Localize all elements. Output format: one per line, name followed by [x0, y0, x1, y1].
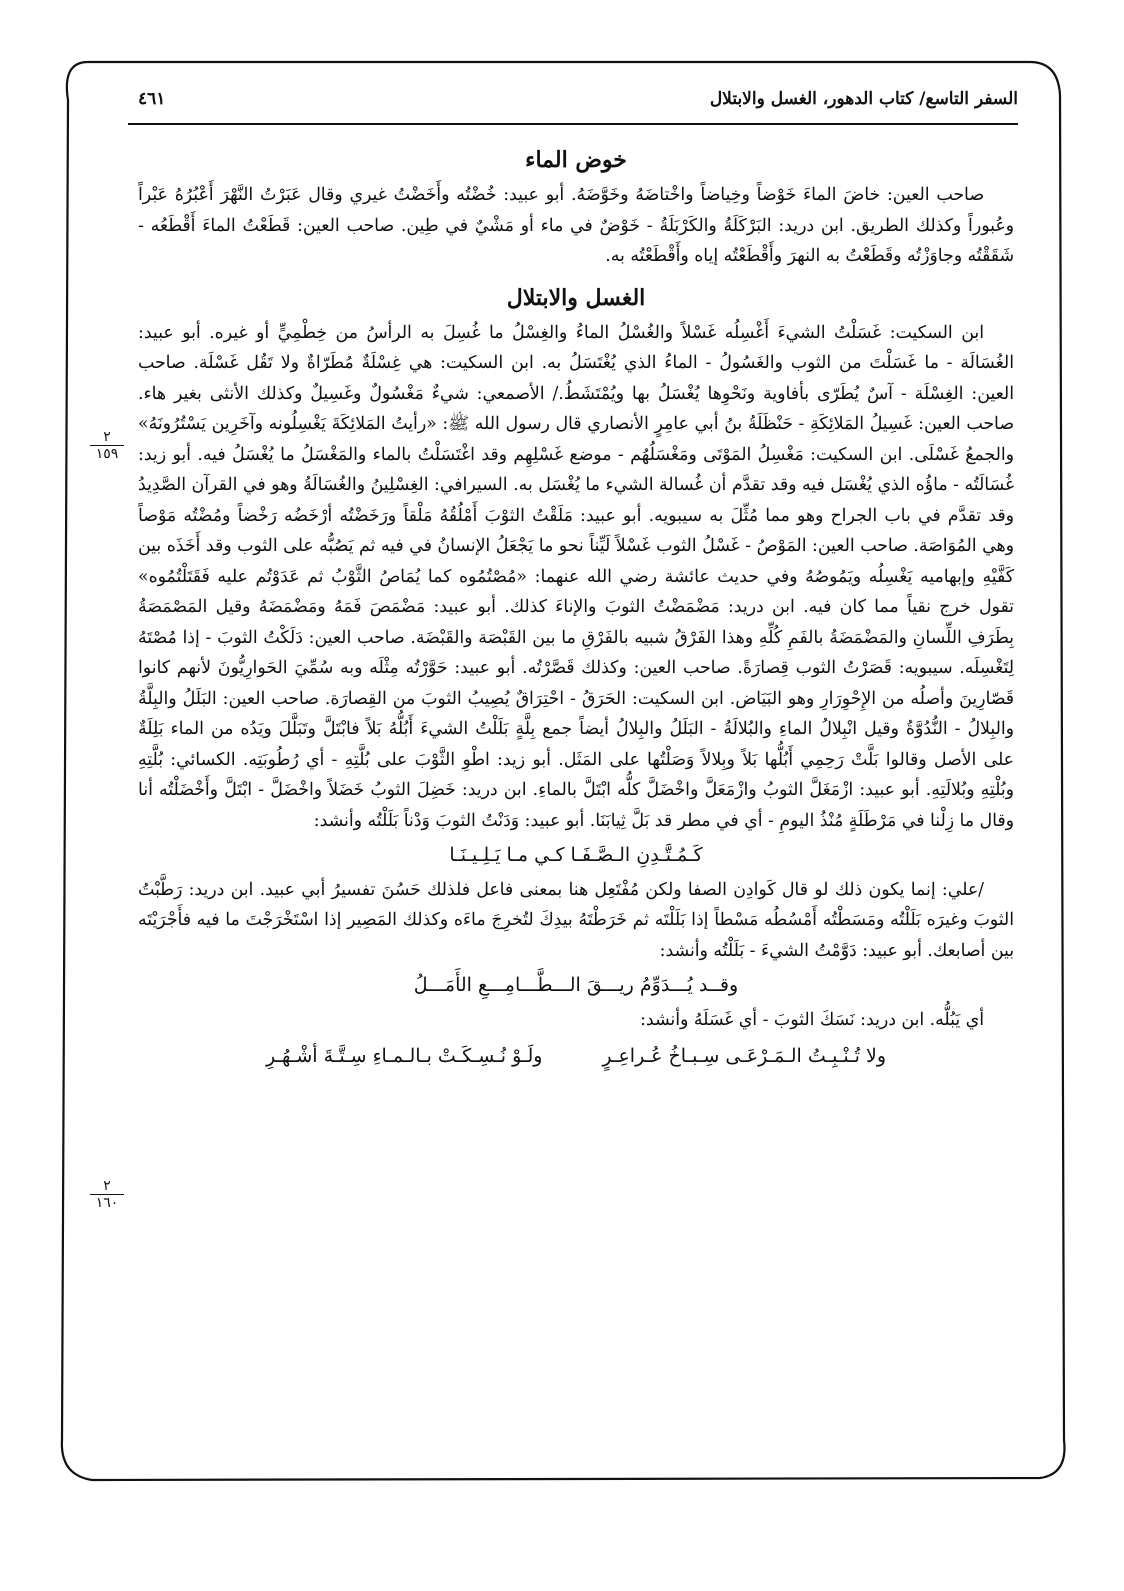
couplet-first-hemistich: ولا تُـنْـبِـتُ الـمَـرْعَـى سِـبـاخُ عُـراعِـرٍ — [602, 1045, 887, 1067]
running-title: السفر التاسع/ كتاب الدهور، الغسل والابتلال — [709, 89, 1018, 109]
poem-verse: وقــد يُـــدَوِّمُ ريـــقَ الـــطَّـــامِـــعِ الأَمَـــلُ — [413, 974, 739, 996]
section-title: خوض الماء — [525, 147, 627, 173]
margin-note-denominator: ١٥٩ — [95, 446, 119, 462]
margin-folio-note — [90, 1178, 124, 1211]
margin-note-denominator: ١٦٠ — [95, 1195, 119, 1211]
page-header — [138, 84, 1018, 114]
header-rule — [128, 123, 1018, 125]
body-paragraph: صاحب العين: خاضَ الماءَ خَوْضاً وخِياضاً واخْتاضَهُ وخَوَّضَهُ. أبو عبيد: خُضْتُه وأَخَضْتُ غيري وقال عَبَرْتُ النَّهْرَ أَعْبُرُهُ عَبْراً وعُبوراً وكذلك الطريق. ابن دريد: البَرْكَلَةُ والكَرْبَلَةُ - خَوْضٌ في ماء أو مَشْيٌ في طِين. صاحب العين: قَطَعْتُ الماءَ أَقْطَعُه - شَقَقْتُه وجاوَزْتُه وقَطَعْتُ به النهرَ وأَقْطَعْتُه إياه وأَقْطَعْتُه به. — [138, 185, 1014, 266]
page-number: ٤٦١ — [138, 89, 166, 109]
margin-folio-note — [90, 429, 124, 462]
section-title: الغسل والابتلال — [506, 284, 646, 311]
couplet-second-hemistich: ولَـوْ نُـسِـكَـتْ بـالـمـاءِ سِـتَّـةَ أشْـهُـرِ — [266, 1045, 543, 1067]
poem-couplet — [138, 1041, 1014, 1072]
margin-note-numerator: ٢ — [90, 429, 124, 446]
poem-verse: كَـمُـتَّـدِنِ الـصَّـفَـا كـي مـا يَـلِـيـنَـا — [449, 844, 703, 866]
page-content — [138, 140, 1014, 1078]
margin-note-numerator: ٢ — [90, 1178, 124, 1195]
body-paragraph: /علي: إنما يكون ذلك لو قال كَوادِن الصفا ولكن مُفْتَعِل هنا بمعنى فاعل فلذلك حَسُنَ تفسيرُ أبي عبيد. ابن دريد: رَطَّبْتُ الثوبَ وغيرَه بَلَلْتُه ومَسَطْتُه أَمْسُطُه مَسْطاً إذا بَلَلْتَه ثم خَرَطْتَهُ بيدِكَ لتُخرِجَ ماءَه وكذلك المَصِير إذا اسْتَخْرَجْتَ ما فيه فأَجْرَيْتَه بين أصابعك. أبو عبيد: دَوَّمْتُ الشيءَ - بَلَلْتُه وأنشد: — [138, 879, 1014, 961]
body-paragraph: ابن السكيت: غَسَلْتُ الشيءَ أَغْسِلُه غَسْلاً والغُسْلُ الماءُ والغِسْلُ ما غُسِلَ به الرأسُ من خِطْمِيٍّ أو غيره. أبو عبيد: الغُسَالَة - ما غَسَلْتَ من الثوب والغَسُولُ - الماءُ الذي يُغْتَسَلُ به. ابن السكيت: هي غِسْلَةٌ مُطَرّاةٌ ولا تَقُل غَسْلَة. صاحب العين: الغِسْلَة - آسٌ يُطَرّى بأفاوية ونَحْوِها يُغْسَلُ بها ويُمْتَشَطُ./ الأصمعي: شيءٌ مَغْسُولٌ وغَسِيلٌ وكذلك الأنثى بغير هاء. صاحب العين: غَسِيلُ المَلائِكَةِ - حَنْظَلَةُ بنُ أبي عامِرٍ الأنصاري قال رسول الله ﷺ: «رأيتُ المَلائِكَةَ يَغْسِلُونه وآخَرِين يَسْتُرُونَهُ» والجمعُ غَسْلَى. ابن السكيت: مَغْسِلُ المَوْتَى ومَغْسَلُهُم - موضع غَسْلِهِم وقد اغْتَسَلْتُ بالماء والمَغْسَلُ ما يُغْسَلُ فيه. أبو زيد: غُسَالَتُه - ماؤُه الذي يُغْسَل فيه وقد تقدَّم أن غُسالة الشيء ما يُغْسَل به. السيرافي: الغِسْلِينُ والغُسَالَةُ وهو في القرآن الصَّدِيدُ وقد تقدَّم في باب الجراح وهو مما مُثِّلَ به سيبويه. أبو عبيد: مَلَقْتُ الثوْبَ أَمْلُقُهُ مَلْقاً ورَخَضْتُه أرْخَضُه رَخْضاً ومُضْتُه مَوْصاً وهي المُوَاصَة. صاحب العين: المَوْصُ - غَسْلُ الثوب غَسْلاً لَيِّناً نحو ما يَجْعَلُ الإنسانُ في فيه ثم يَصُبُّه على الثوب وقد أَخَذَه بين كَفَّيْهِ وإبهاميه يَغْسِلُه ويَمُوصُهُ وفي حديث عائشة رضي الله عنهما: «مُصْتُمُوه كما يُمَاصُ الثَّوْبُ ثم عَدَوْتُم عليه فَقَتَلْتُمُوه» تقول خرج نقياً مما كان فيه. ابن دريد: مَضْمَضْتُ الثوبَ والإناءَ كذلك. أبو عبيد: مَضْمَصَ فَمَهُ ومَضْمَضَهُ وقيل المَصْمَصَةُ بِطَرَفِ اللِّسانِ والمَضْمَضَةُ بالفَمِ كُلِّهِ وهذا الفَرْقُ شبيه بالفَرْقِ ما بين القَبْصَة والقَبْضَة. صاحب العين: دَلَكْتُ الثوبَ - إذا مُصْتَهُ لِتَغْسِلَه. سيبويه: قَصَرْتُ الثوب قِصارَةً. صاحب العين: وكذلك قَصَّرْتُه. أبو عبيد: حَوَّرْتُه مِثْلَه وبه سُمِّيَ الحَوارِيُّونَ لأنهم كانوا قَصّارِينَ وأصلُه من الإِحْوِرَارِ وهو البَيَاض. ابن السكيت: الحَرَقُ - احْتِرَاقٌ يُصِيبُ الثوبَ من القِصارَة. صاحب العين: البَلَلُ والبِلَّةُ والبِلالُ - النُّدُوَّةُ وقيل انْبِلالُ الماءِ والبُلالَةُ - البَلَلُ والبِلالُ أيضاً جمع بِلَّةٍ بَلَلْتُ الشيءَ أَبُلُّهُ بَلاً فابْتَلَّ وتَبَلَّلَ ويَدُه من الماء بَلِلَةٌ على الأصل وقالوا بَلَّتْ رَحِمِي أَبُلُّها بَلاً وبِلالاً وَصَلْتُها على المَثَل. أبو زيد: اطْوِ الثَّوْبَ على بُلَّتِهِ - أي رُطُوبَتِه. الكسائي: بُلَّتِهِ وبُلْتِهِ وبُلالَتِهِ. أبو عبيد: ازْمَغَلَّ الثوبُ وازْمَعَلَّ واخْضَلَّ كلُّه ابْتَلَّ بالماءِ. ابن دريد: خَضِلَ الثوبُ خَضَلاً واخْضَلَّ - ابْتَلَّ وأَخْضَلْتُه أنا وقال ما زِلْنا في مَرْطَلَةٍ مُنْذُ اليومِ - أي في مطر قد بَلَّ ثِيابَنَا. أبو عبيد: وَدَنْتُ الثوبَ وَدْناً بَلَلْتُه وأنشد: — [138, 322, 1014, 831]
body-paragraph: أي يَبُلُّه. ابن دريد: نَسَكَ الثوبَ - أي غَسَلَهُ وأنشد: — [640, 1009, 984, 1030]
